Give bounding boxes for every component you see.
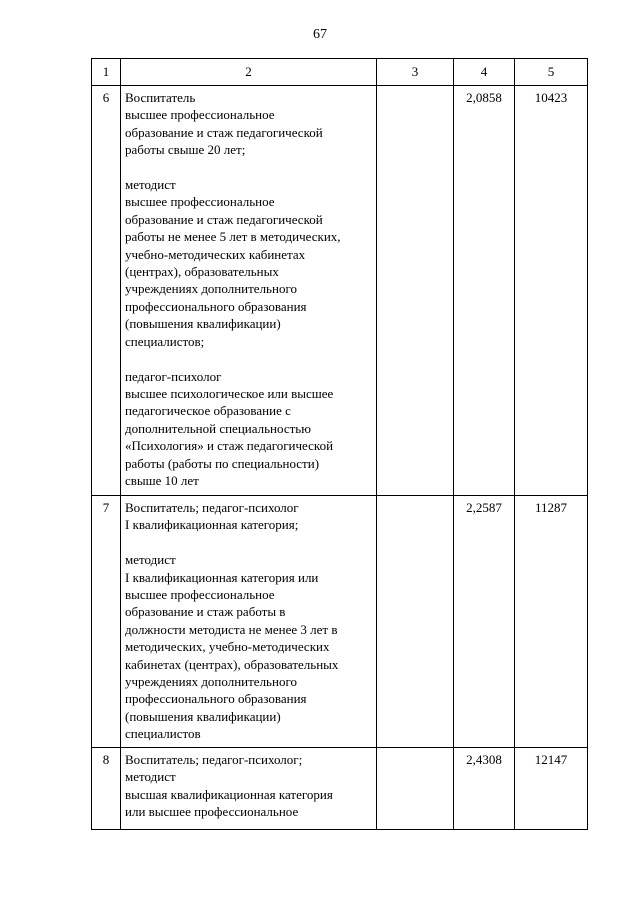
- row-col3: [377, 748, 454, 830]
- row-salary: 11287: [515, 496, 588, 748]
- row-description: Воспитатель высшее профессиональное образование и стаж педагогической работы свыше 20 лет; методист высшее профессиональное образование и стаж педагогической работы не менее 5 лет в методических, учебно-методических кабинетах (центрах), образовательных учреждениях дополнительного профессионального образования (повышения квалификации) специалистов; педагог-психолог высшее психологическое или высшее педагогическое образование с дополнительной специальностью «Психология» и стаж педагогической работы (работы по специальности) свыше 10 лет: [121, 86, 377, 496]
- page-number: 67: [313, 27, 327, 42]
- header-col-5: 5: [515, 59, 588, 86]
- row-col3: [377, 86, 454, 496]
- row-coefficient: 2,0858: [454, 86, 515, 496]
- table-row: [92, 748, 588, 830]
- header-col-2: 2: [121, 59, 377, 86]
- row-number: 7: [92, 496, 121, 748]
- table-row: [92, 496, 588, 748]
- row-number: 6: [92, 86, 121, 496]
- row-salary: 10423: [515, 86, 588, 496]
- table-header-row: [92, 59, 588, 86]
- salary-table: [91, 58, 588, 830]
- row-salary: 12147: [515, 748, 588, 830]
- row-description: Воспитатель; педагог-психолог; методист высшая квалификационная категория или высшее профессиональное: [121, 748, 377, 830]
- header-col-4: 4: [454, 59, 515, 86]
- row-description: Воспитатель; педагог-психолог I квалификационная категория; методист I квалификационная категория или высшее профессиональное образование и стаж работы в должности методиста не менее 3 лет в методических, учебно-методических кабинетах (центрах), образовательных учреждениях дополнительного профессионального образования (повышения квалификации) специалистов: [121, 496, 377, 748]
- row-number: 8: [92, 748, 121, 830]
- table-row: [92, 86, 588, 496]
- row-coefficient: 2,4308: [454, 748, 515, 830]
- row-col3: [377, 496, 454, 748]
- row-coefficient: 2,2587: [454, 496, 515, 748]
- header-col-1: 1: [92, 59, 121, 86]
- header-col-3: 3: [377, 59, 454, 86]
